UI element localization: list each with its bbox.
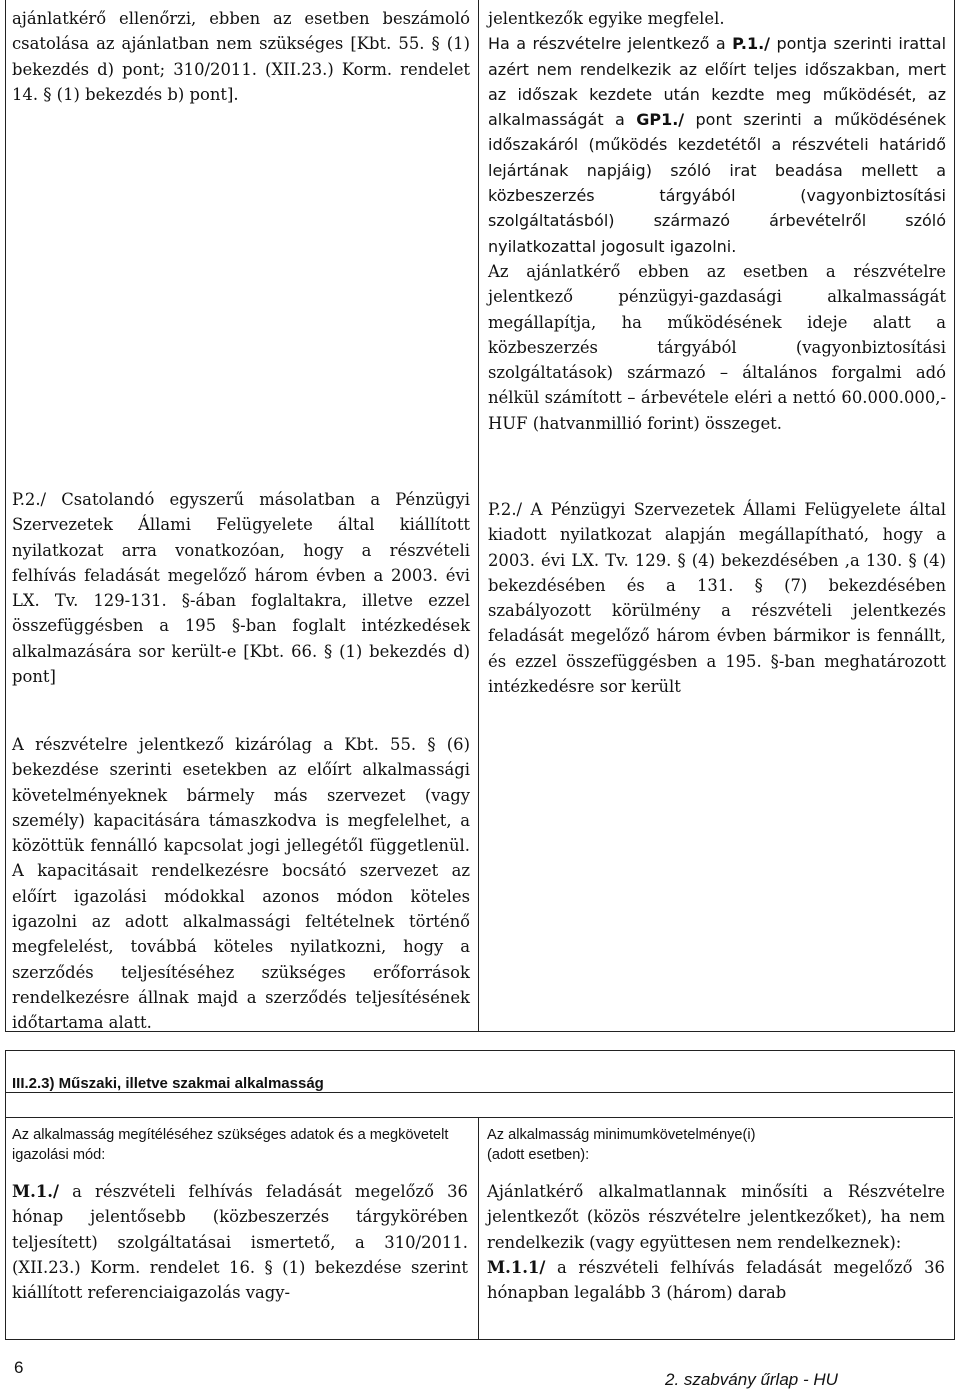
ref-m11: M.1.1/ <box>487 1257 546 1277</box>
low-left-cell <box>12 732 470 1036</box>
mid-left-text: P.2./ Csatolandó egyszerű másolatban a Pénzügyi Szervezetek Állami Felügyelete által kiállított nyilatkozat arra vonatkozóan, hogy a részvételi felhívás feladását megelőző három évben a 2003. évi LX. Tv. 129-131. §-ában foglaltakra, illetve ezzel összefüggésben a 195 §-ban foglalt intézkedések alkalmazására sor került-e [Kbt. 66. § (1) bekezdés d) pont] <box>12 490 470 687</box>
ref-p1: P.1./ <box>732 34 771 54</box>
page-number: 6 <box>14 1358 24 1377</box>
low-left-text: A részvételre jelentkező kizárólag a Kbt. 55. § (6) bekezdése szerinti esetekben az előírt alkalmassági követelményeknek bármely más szervezet (vagy személy) kapacitására támaszkodva is megfelelhet, a közöttük fennálló kapcsolat jogi jellegétől függetlenül. A kapacitásait rendelkezésre bocsátó szervezet az előírt igazolási módokkal azonos módon köteles igazolni az adott alkalmassági feltételnek történő megfelelést, továbbá köteles nyilatkozni, hogy a szerződés teljesítéséhez szükséges erőforrások rendelkezésre állnak majd a szerződés teljesítésének időtartama alatt. <box>12 735 470 1033</box>
top-left-cell <box>12 6 470 107</box>
top-left-text: ajánlatkérő ellenőrzi, ebben az esetben beszámoló csatolása az ajánlatban nem szükséges [Kbt. 55. § (1) bekezdés d) pont; 310/2011. (XII.23.) Korm. rendelet 14. § (1) bekezdés b) pont]. <box>12 9 470 104</box>
left-column-text: a részvételi felhívás feladását megelőző 36 hónap jelentősebb (közbeszerzés tárgykörében teljesített) szolgáltatásai ismertető, a 310/2011. (XII.23.) Korm. rendelet 16. § (1) bekezdése szerint kiállított referenciaigazolás vagy- <box>12 1182 468 1303</box>
top-right-paragraph-2: Az ajánlatkérő ebben az esetben a részvételre jelentkező pénzügyi-gazdasági alkalmasságát megállapítja, ha működésének ideje alatt a közbeszerzés tárgyából (vagyonbiztosítási szolgáltatások) származó – általános forgalmi adó nélkül számított – árbevétele eléri a nettó 60.000.000,- HUF (hatvanmillió forint) összeget. <box>488 261 946 433</box>
right-heading-line2: (adott esetben): <box>487 1147 590 1163</box>
right-column-body <box>487 1179 945 1305</box>
right-column-heading <box>487 1125 937 1165</box>
mid-right-cell <box>488 497 946 699</box>
ref-m1: M.1./ <box>12 1182 59 1201</box>
section-subrule-left <box>6 1117 478 1118</box>
mid-right-text: P.2./ A Pénzügyi Szervezetek Állami Felügyelete által kiadott nyilatkozat alapján megállapítható, hogy a 2003. évi LX. Tv. 129. § (4) bekezdésében ,a 130. § (4) bekezdésében és a 131. § (7) bekezdésében szabályozott körülmény a részvételi jelentkezés feladását megelőző három évben bármikor is fennállt, és ezzel összefüggésben a 195. §-ban meghatározott intézkedésre sor került <box>488 500 946 697</box>
right-heading-line1: Az alkalmasság minimumkövetelménye(i) <box>487 1127 756 1143</box>
left-column-heading: Az alkalmasság megítéléséhez szükséges adatok és a megkövetelt igazolási mód: <box>12 1127 449 1163</box>
section-column-divider <box>478 1117 479 1339</box>
column-divider <box>478 0 479 1032</box>
section-subrule-right <box>479 1117 953 1118</box>
section-heading: III.2.3) Műszaki, illetve szakmai alkalmasság <box>6 1051 953 1093</box>
right-column-paragraph-1: Ajánlatkérő alkalmatlannak minősíti a Részvételre jelentkezőt (közös részvételre jelentkezőket), ha nem rendelkezik (vagy együttesen nem rendelkeznek): <box>487 1182 945 1252</box>
ref-gp1: GP1./ <box>636 110 685 130</box>
left-column-body <box>12 1179 468 1305</box>
right-column-text: a részvételi felhívás feladását megelőző 36 hónapban legalább 3 (három) darab <box>487 1257 945 1303</box>
top-right-paragraph-1: Ha a részvételre jelentkező a P.1./ pontja szerinti irattal azért nem rendelkezik az előírt teljes időszakban, mert az időszak kezdete után kezdte meg működését, az alkalmasságát a GP1./ pont szerinti a működésének időszakáról (működés kezdetétől a részvételi határidő lejártának napjáig) szóló irat beadása mellett a közbeszerzés tárgyából (vagyonbiztosítási szolgáltatásból) származó árbevételről szóló nyilatkozattal jogosult igazolni. <box>488 34 947 256</box>
top-right-line1: jelentkezők egyike megfelel. <box>488 9 725 28</box>
top-right-cell <box>488 6 946 436</box>
technical-capacity-section <box>5 1050 955 1340</box>
form-name: 2. szabvány űrlap - HU <box>665 1370 838 1389</box>
mid-left-cell <box>12 487 470 689</box>
